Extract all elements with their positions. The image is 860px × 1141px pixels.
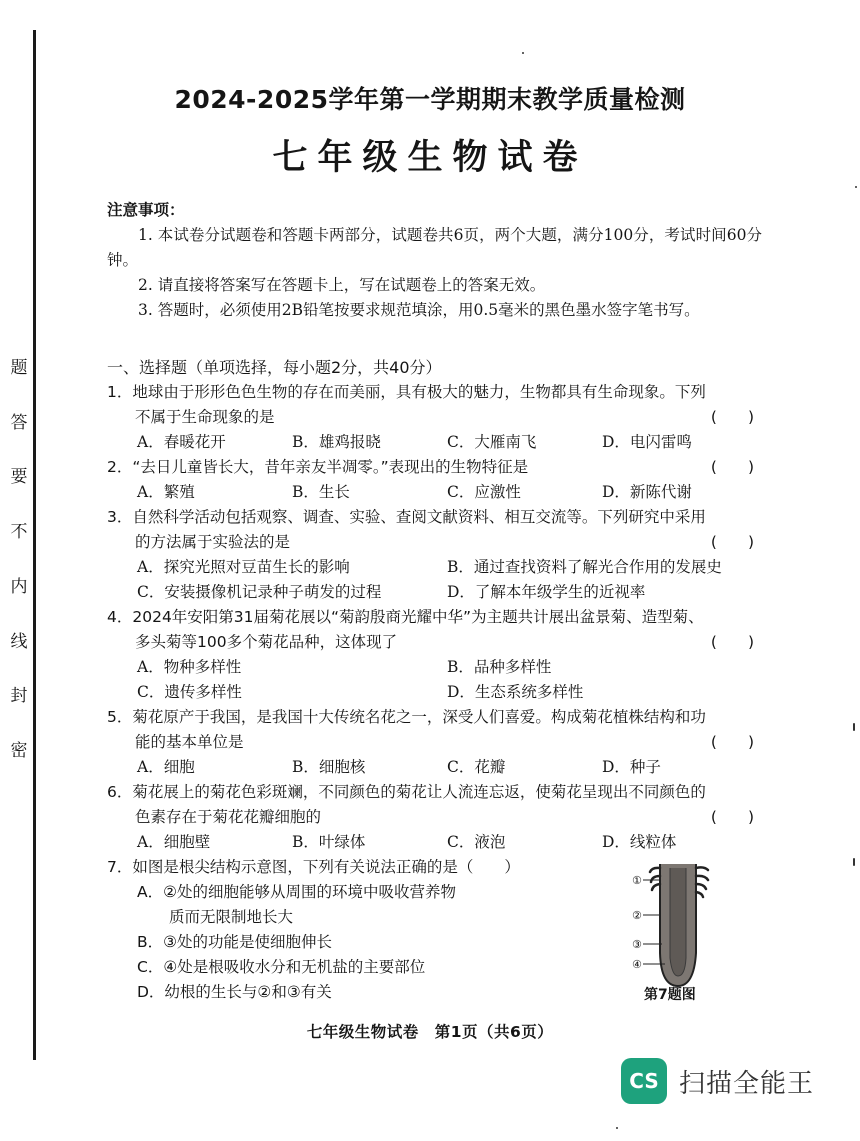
answer-parenthesis: ( ) <box>710 408 754 426</box>
option: B．通过查找资料了解光合作用的发展史 <box>447 558 722 576</box>
question-stem: 3．自然科学活动包括观察、调查、实验、查阅文献资料、相互交流等。下列研究中采用的方法属于实验法的是 <box>107 508 706 551</box>
question-1 <box>107 380 762 430</box>
scan-speck <box>853 858 855 866</box>
notes-item: 3. 答题时，必须使用2B铅笔按要求规范填涂，用0.5毫米的黑色墨水签字笔书写。 <box>138 301 700 319</box>
question-stem: 7．如图是根尖结构示意图，下列有关说法正确的是（ ） <box>107 858 520 876</box>
options-row <box>107 830 762 855</box>
options-row <box>107 655 762 680</box>
question-stem: 4．2024年安阳第31届菊花展以“菊韵殷商光耀中华”为主题共计展出盆景菊、造型菊、多头菊等100多个菊花品种，这体现了 <box>107 608 704 651</box>
scan-speck <box>855 186 857 188</box>
option: B．品种多样性 <box>447 658 552 676</box>
question-stem: 6．菊花展上的菊花色彩斑斓，不同颜色的菊花让人流连忘返，使菊花呈现出不同颜色的色素存在于菊花花瓣细胞的 <box>107 783 706 826</box>
question-3 <box>107 505 762 555</box>
option: D．生态系统多样性 <box>447 683 584 701</box>
page-footer: 七年级生物试卷 第1页（共6页） <box>306 1023 554 1041</box>
option: B．③处的功能是使细胞伸长 <box>137 933 333 951</box>
option: D．电闪雷鸣 <box>602 433 692 451</box>
watermark-text: 扫描全能王 <box>679 1068 815 1099</box>
question-stem: 1．地球由于形形色色生物的存在而美丽，具有极大的魅力，生物都具有生命现象。下列不属于生命现象的是 <box>107 383 706 426</box>
question-6 <box>107 780 762 830</box>
seal-char: 内 <box>10 576 28 597</box>
question-stem: 2．“去日儿童皆长大，昔年亲友半凋零。”表现出的生物特征是 <box>107 458 529 476</box>
option: C．④处是根吸收水分和无机盐的主要部位 <box>137 958 426 976</box>
option: B．生长 <box>292 483 350 501</box>
figure-label: ④ <box>632 958 642 971</box>
option: C．液泡 <box>447 833 506 851</box>
seal-char: 题 <box>10 358 28 378</box>
seal-char: 封 <box>10 686 28 707</box>
notes-title: 注意事项： <box>107 201 185 219</box>
seal-char: 密 <box>10 740 28 761</box>
option: A．细胞 <box>137 758 195 776</box>
scan-speck <box>522 52 524 54</box>
answer-parenthesis: ( ) <box>710 458 754 476</box>
answer-parenthesis: ( ) <box>710 808 754 826</box>
seal-char: 线 <box>10 631 28 652</box>
figure-label: ① <box>632 874 642 887</box>
option: A．细胞壁 <box>137 833 211 851</box>
option: B．叶绿体 <box>292 833 366 851</box>
answer-parenthesis: ( ) <box>710 733 754 751</box>
root-tip-core <box>670 868 686 976</box>
notes-item: 2. 请直接将答案写在答题卡上，写在试题卷上的答案无效。 <box>138 276 546 294</box>
option: D．幼根的生长与②和③有关 <box>137 983 332 1001</box>
scan-speck <box>616 1127 618 1129</box>
option: A．探究光照对豆苗生长的影响 <box>137 558 350 576</box>
options-row <box>107 755 762 780</box>
scanner-watermark <box>621 1058 814 1104</box>
option: D．种子 <box>602 758 661 776</box>
seal-char: 要 <box>10 467 28 488</box>
scan-speck <box>853 723 855 731</box>
seal-char: 答 <box>10 412 28 433</box>
option: B．雄鸡报晓 <box>292 433 381 451</box>
options-row <box>107 555 762 580</box>
options-row <box>107 580 762 605</box>
option: B．细胞核 <box>292 758 366 776</box>
question-5 <box>107 705 762 755</box>
figure-label: ③ <box>632 938 642 951</box>
options-row <box>107 430 762 455</box>
option: A．②处的细胞能够从周围的环境中吸收营养物 <box>137 883 457 901</box>
option: A．春暖花开 <box>137 433 226 451</box>
question-4 <box>107 605 762 655</box>
camscanner-logo-icon: CS <box>621 1058 667 1104</box>
option: A．物种多样性 <box>137 658 242 676</box>
option-continuation: 质而无限制地长大 <box>169 908 294 926</box>
answer-parenthesis: ( ) <box>710 533 754 551</box>
option: C．遗传多样性 <box>137 683 242 701</box>
options-row <box>107 680 762 705</box>
options-row <box>107 480 762 505</box>
question-2 <box>107 455 762 480</box>
exam-title: 七年级生物试卷 <box>272 137 588 178</box>
seal-char: 不 <box>10 522 28 543</box>
option: C．花瓣 <box>447 758 506 776</box>
option: A．繁殖 <box>137 483 195 501</box>
notes-section <box>107 198 762 323</box>
seal-line-text <box>6 360 32 760</box>
question-stem: 5．菊花原产于我国，是我国十大传统名花之一，深受人们喜爱。构成菊花植株结构和功能的基本单位是 <box>107 708 706 751</box>
figure-label: ② <box>632 909 642 922</box>
notes-item: 1. 本试卷分试题卷和答题卡两部分，试题卷共6页，两个大题，满分100分，考试时间60分钟。 <box>107 226 762 269</box>
option: C．安装摄像机记录种子萌发的过程 <box>137 583 382 601</box>
section-title: 一、选择题（单项选择，每小题2分，共40分） <box>107 358 442 377</box>
option: C．大雁南飞 <box>447 433 537 451</box>
option: D．了解本年级学生的近视率 <box>447 583 646 601</box>
exam-header: 2024-2025学年第一学期期末教学质量检测 <box>174 85 686 114</box>
figure-caption: 第7题图 <box>644 987 696 1003</box>
binding-line <box>33 30 36 1060</box>
option: D．新陈代谢 <box>602 483 692 501</box>
option: D．线粒体 <box>602 833 677 851</box>
answer-parenthesis: ( ) <box>710 633 754 651</box>
option: C．应激性 <box>447 483 521 501</box>
